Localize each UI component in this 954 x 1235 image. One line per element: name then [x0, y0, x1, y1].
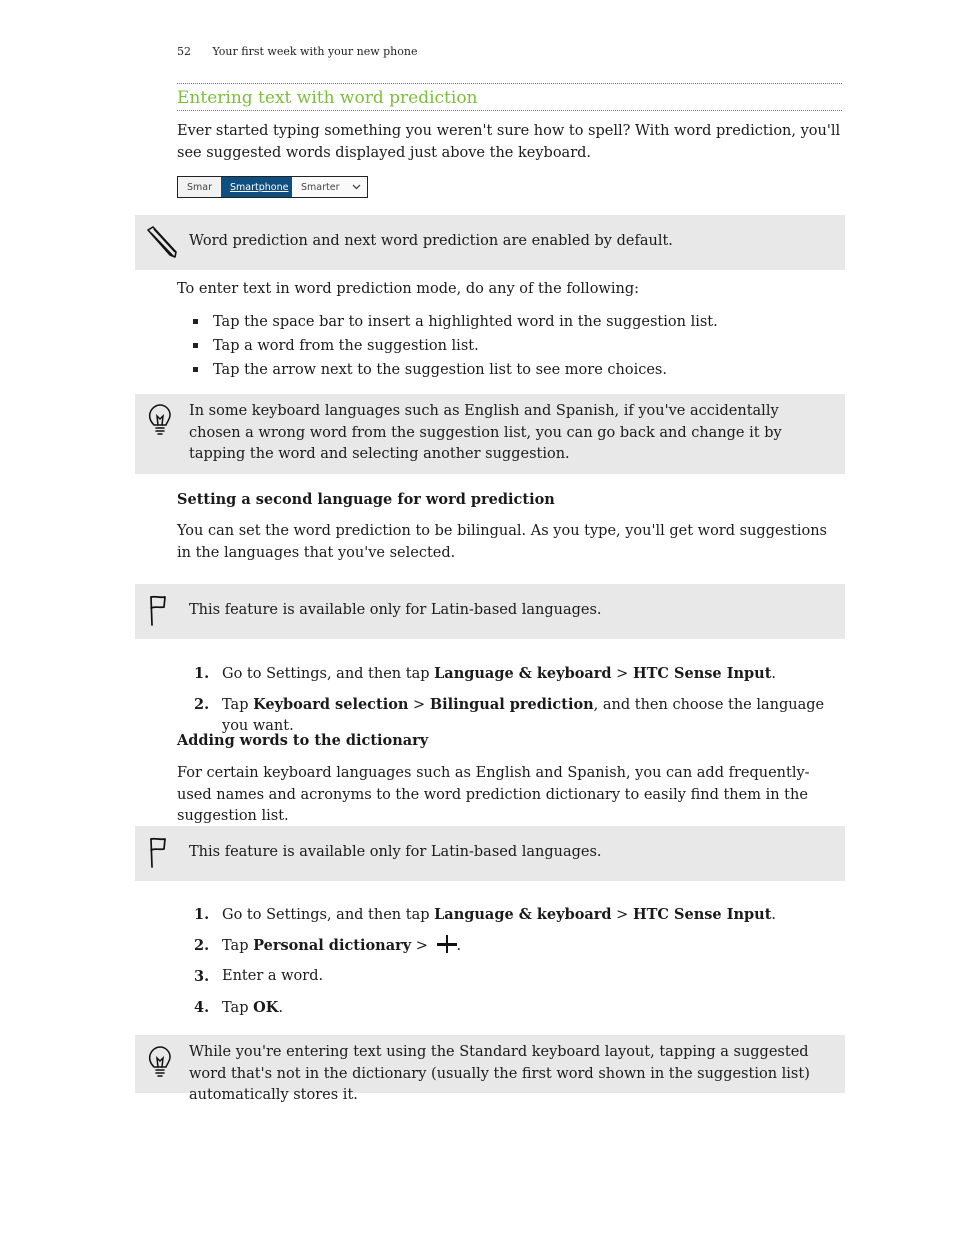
step-item: 2. Tap Keyboard selection > Bilingual prediction, and then choose the language you want. [194, 696, 825, 734]
step-number: 3. [194, 968, 210, 985]
subsection-heading: Adding words to the dictionary [177, 732, 429, 749]
step-list [194, 663, 844, 734]
flag-icon [147, 836, 169, 868]
step-item: 1. Go to Settings, and then tap Language & keyboard > HTC Sense Input. [194, 665, 777, 682]
step-number: 2. [194, 696, 210, 713]
suggestion-item-highlighted[interactable]: Smartphone [221, 177, 292, 197]
ui-term: Language & keyboard [434, 665, 612, 682]
note-box [135, 826, 845, 881]
step-number: 1. [194, 906, 210, 923]
note-box [135, 584, 845, 639]
ui-term: HTC Sense Input [632, 906, 772, 923]
instructions-paragraph: To enter text in word prediction mode, do any of the following: [177, 281, 639, 297]
lightbulb-icon [147, 403, 173, 437]
subsection-heading: Setting a second language for word prediction [177, 491, 555, 508]
flag-icon [147, 594, 169, 626]
suggestion-bar [177, 176, 368, 198]
note-text: Word prediction and next word prediction are enabled by default. [189, 233, 673, 249]
section-title: Entering text with word prediction [177, 88, 478, 108]
suggestion-item-label: Smarter [301, 181, 340, 193]
list-item: Tap the arrow next to the suggestion list to see more choices. [177, 358, 842, 382]
pencil-icon [145, 225, 179, 259]
step-number: 1. [194, 665, 210, 682]
chevron-down-icon[interactable] [352, 184, 361, 190]
ui-term: HTC Sense Input [632, 665, 772, 682]
dictionary-paragraph: For certain keyboard languages such as English and Spanish, you can add frequently-used names and acronyms to the word prediction dictionary to easily find them in the suggestion list. [177, 765, 810, 824]
list-item: Tap the space bar to insert a highlighted word in the suggestion list. [177, 310, 842, 334]
second-language-paragraph: You can set the word prediction to be bilingual. As you type, you'll get word suggestions in the languages that you've selected. [177, 523, 827, 561]
step-item: 1. Go to Settings, and then tap Language & keyboard > HTC Sense Input. [194, 906, 777, 923]
suggestion-item[interactable]: Smar [178, 177, 221, 197]
note-text: This feature is available only for Latin-based languages. [189, 602, 602, 618]
suggestion-item[interactable] [292, 177, 367, 197]
list-item: Tap a word from the suggestion list. [177, 334, 842, 358]
note-text: This feature is available only for Latin-based languages. [189, 844, 602, 860]
step-item: 4. Tap OK. [194, 999, 283, 1016]
bullet-list [177, 310, 842, 382]
note-box [135, 215, 845, 270]
running-header [177, 45, 417, 58]
page-number: 52 [177, 45, 191, 58]
lightbulb-icon [147, 1045, 173, 1079]
ui-term: Keyboard selection [253, 696, 409, 713]
tip-text: In some keyboard languages such as English and Spanish, if you've accidentally chosen a wrong word from the suggestion list, you can go back and change it by tapping the word and selecting another suggestion. [189, 403, 782, 462]
step-number: 2. [194, 937, 210, 954]
ui-term: Bilingual prediction [429, 696, 594, 713]
step-list [194, 904, 844, 1028]
step-number: 4. [194, 999, 210, 1016]
tip-box [135, 394, 845, 474]
step-item: 3. Enter a word. [194, 968, 324, 985]
tip-text: While you're entering text using the Standard keyboard layout, tapping a suggested word that's not in the dictionary (usually the first word shown in the suggestion list) automatically stores it. [189, 1044, 810, 1103]
ui-term: Personal dictionary [253, 937, 412, 954]
running-title: Your first week with your new phone [212, 45, 418, 58]
intro-paragraph: Ever started typing something you weren't sure how to spell? With word prediction, you'll see suggested words displayed just above the keyboard. [177, 123, 841, 161]
ui-term: OK [253, 999, 279, 1016]
section-bottom-rule [177, 110, 842, 111]
tip-box [135, 1035, 845, 1103]
plus-icon [437, 935, 457, 953]
section-top-rule [177, 83, 842, 84]
ui-term: Language & keyboard [434, 906, 612, 923]
step-item: 2. Tap Personal dictionary > . [194, 937, 462, 954]
